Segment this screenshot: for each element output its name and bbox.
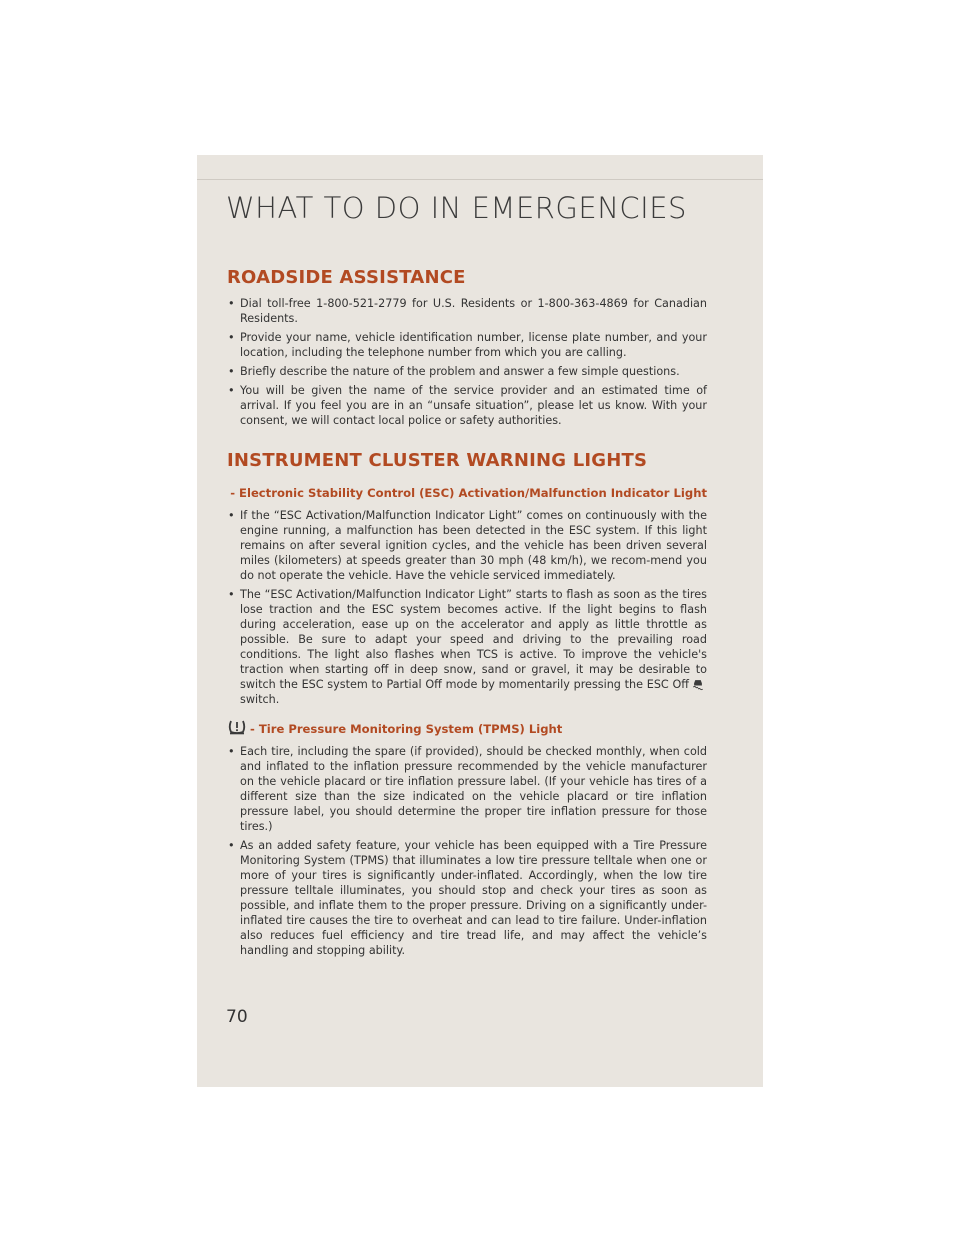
roadside-list	[227, 296, 707, 428]
list-item	[227, 587, 707, 707]
section-title: WHAT TO DO IN EMERGENCIES	[226, 191, 687, 225]
esc-list	[227, 508, 707, 707]
list-item: • Briefly describe the nature of the problem and answer a few simple questions.	[227, 364, 707, 379]
manual-page	[197, 155, 763, 1087]
list-item: • Provide your name, vehicle identification number, license plate number, and your location, including the telephone number from which you are calling.	[227, 330, 707, 360]
tpms-list	[227, 744, 707, 958]
esc-subheading: - Electronic Stability Control (ESC) Activation/Malfunction Indicator Light	[230, 486, 707, 500]
header-rule	[197, 179, 763, 180]
warning-lights-heading: INSTRUMENT CLUSTER WARNING LIGHTS	[227, 450, 648, 471]
roadside-heading: ROADSIDE ASSISTANCE	[227, 267, 466, 288]
esc-subheading-row	[227, 482, 707, 500]
list-item: • As an added safety feature, your vehicle has been equipped with a Tire Pressure Monitoring System (TPMS) that illuminates a low tire pressure telltale when one or more of your tires is significantly under-inflated. Accordingly, when the low tire pressure telltale illuminates, you should stop and check your tires as soon as possible, and inflate them to the proper pressure. Driving on a significantly under-inflated tire causes the tire to overheat and can lead to tire failure. Under-inflation also reduces fuel efficiency and tire tread life, and may affect the vehicle’s handling and stopping ability.	[227, 838, 707, 958]
list-item: • If the “ESC Activation/Malfunction Indicator Light” comes on continuously with the engine running, a malfunction has been detected in the ESC system. If this light remains on after several ignition cycles, and the vehicle has been driven several miles (kilometers) at speeds greater than 30 mph (48 km/h), we recom-mend you do not operate the vehicle. Have the vehicle serviced immediately.	[227, 508, 707, 583]
tpms-subheading: - Tire Pressure Monitoring System (TPMS) Light	[250, 722, 563, 736]
tpms-subheading-row	[227, 718, 707, 736]
page-number: 70	[226, 1007, 248, 1027]
esc-off-icon	[691, 677, 705, 691]
esc-bullet-text: The “ESC Activation/Malfunction Indicator Light” starts to flash as soon as the tires lose traction and the ESC system becomes active. If the light begins to flash during acceleration, ease up on the accelerator and apply as little throttle as possible. Be sure to adapt your speed and driving to the prevailing road conditions. The light also flashes when TCS is active. To improve the vehicle's traction when starting off in deep snow, sand or gravel, it may be desirable to switch the ESC system to Partial Off mode by momentarily pressing the ESC Off	[240, 588, 707, 691]
list-item: • You will be given the name of the service provider and an estimated time of arrival. If you feel you are in an “unsafe situation”, please let us know. With your consent, we will contact local police or safety authorities.	[227, 383, 707, 428]
list-item: • Dial toll-free 1-800-521-2779 for U.S. Residents or 1-800-363-4869 for Canadian Residents.	[227, 296, 707, 326]
list-item: • Each tire, including the spare (if provided), should be checked monthly, when cold and inflated to the inflation pressure recommended by the vehicle manufacturer on the vehicle placard or tire inflation pressure label. (If your vehicle has tires of a different size than the size indicated on the vehicle placard or tire inflation pressure label, you should determine the proper tire inflation pressure for those tires.)	[227, 744, 707, 834]
page-content	[227, 267, 707, 962]
esc-bullet-suffix: switch.	[240, 693, 280, 706]
tpms-tire-warning-icon	[227, 718, 247, 736]
